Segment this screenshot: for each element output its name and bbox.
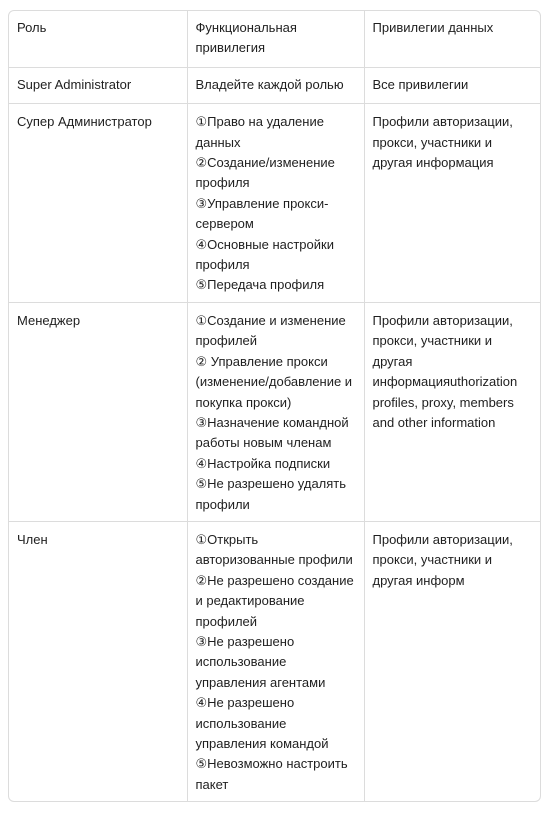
- functional-item: Владейте каждой ролью: [195, 76, 344, 92]
- table-row: [9, 67, 540, 103]
- privileges-table: [8, 10, 541, 802]
- functional-item: ③Назначение командной работы новым членам: [195, 414, 349, 451]
- table-row: [9, 302, 540, 521]
- cell-data: Профили авторизации, прокси, участники и другая информ: [372, 531, 513, 588]
- functional-item: ⑤Невозможно настроить пакет: [195, 756, 348, 792]
- cell-data: Профили авторизации, прокси, участники и другая информацияuthorization profiles, proxy, members and other information: [364, 302, 540, 521]
- cell-functional: [187, 302, 364, 521]
- privileges-table-grid: [9, 11, 540, 801]
- table-row: [9, 104, 540, 303]
- cell-functional: [187, 104, 364, 303]
- functional-item: ③Управление прокси-сервером: [195, 195, 329, 232]
- functional-item: ①Открыть авторизованные профили: [195, 531, 353, 568]
- cell-data: Все привилегии: [364, 67, 540, 103]
- header-functional-privilege: Функциональная привилегия: [187, 11, 364, 67]
- functional-item: ⑤Не разрешено удалять профили: [195, 476, 347, 512]
- functional-item: ①Право на удаление данных: [195, 114, 324, 150]
- functional-item: ①Создание и изменение профилей: [195, 312, 346, 349]
- table-header-row: [9, 11, 540, 67]
- functional-item: ②Не разрешено создание и редактирование профилей: [195, 572, 354, 629]
- functional-item: ④Настройка подписки: [195, 455, 331, 471]
- functional-item: ④Основные настройки профиля: [195, 236, 334, 273]
- cell-role: Super Administrator: [9, 67, 187, 103]
- functional-item: ③Не разрешено использование управления агентами: [195, 633, 326, 690]
- functional-item: ②Создание/изменение профиля: [195, 155, 335, 191]
- cell-functional: [187, 521, 364, 801]
- cell-data: Профили авторизации, прокси, участники и другая информация: [364, 104, 540, 303]
- functional-item: ④Не разрешено использование управления командой: [195, 695, 329, 751]
- functional-item: ⑤Передача профиля: [195, 277, 325, 293]
- header-role: Роль: [9, 11, 187, 67]
- cell-role: Супер Администратор: [9, 104, 187, 303]
- functional-item: ② Управление прокси (изменение/добавление и покупка прокси): [195, 353, 353, 410]
- table-row: [9, 521, 540, 801]
- header-data-privileges: Привилегии данных: [364, 11, 540, 67]
- cell-role: Член: [9, 521, 187, 801]
- cell-role: Менеджер: [9, 302, 187, 521]
- cell-functional: [187, 67, 364, 103]
